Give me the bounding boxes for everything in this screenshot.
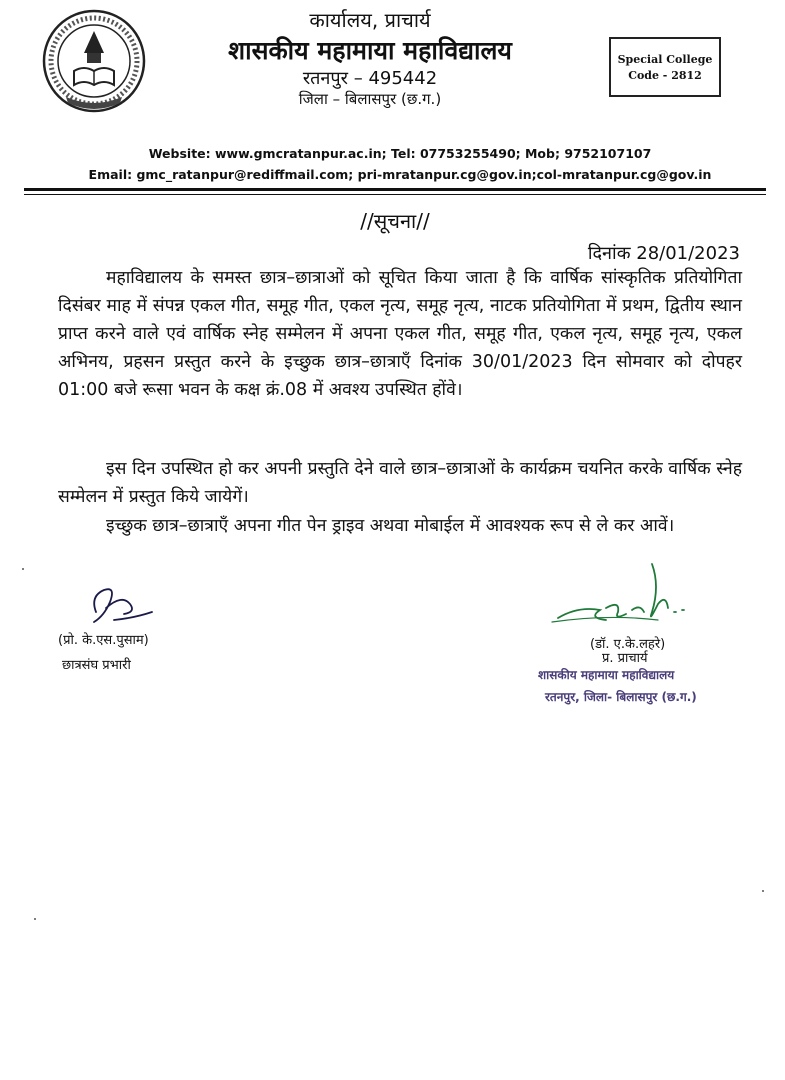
student-union-incharge-signature [86,582,156,630]
special-code-label: Special College [617,53,713,66]
principal-name: (डॉ. ए.के.लहरे) [590,637,666,652]
college-stamp-line-1: शासकीय महामाया महाविद्यालय [538,668,675,682]
contact-email: Email: gmc_ratanpur@rediffmail.com; pri-mratanpur.cg@gov.in;col-mratanpur.cg@gov.in [88,167,712,182]
special-code-value: Code - 2812 [628,69,702,82]
college-stamp-line-2: रतनपुर, जिला- बिलासपुर (छ.ग.) [545,690,697,704]
office-heading: कार्यालय, प्राचार्य [309,8,431,32]
left-signatory-name: (प्रो. के.एस.पुसाम) [58,633,149,648]
scan-speck [762,890,764,892]
header-divider-thin [24,194,766,195]
district-line: जिला – बिलासपुर (छ.ग.) [298,90,442,108]
college-name-heading: शासकीय महामाया महाविद्यालय [228,36,512,65]
special-college-code-box [609,37,721,97]
contact-website-phone: Website: www.gmcratanpur.ac.in; Tel: 07753255490; Mob; 9752107107 [148,146,652,161]
scan-speck [22,568,24,570]
header-divider-thick [24,188,766,191]
notice-date: दिनांक 28/01/2023 [587,243,740,264]
city-pin-line: रतनपुर – 495442 [302,68,438,89]
notice-paragraph-2: इस दिन उपस्थित हो कर अपनी प्रस्तुति देने वाले छात्र–छात्राओं के कार्यक्रम चयनित करके वार्षिक स्नेह सम्मेलन में प्रस्तुत किये जायेगें। [58,459,742,507]
college-emblem-logo [40,5,148,117]
left-signatory-role: छात्रसंघ प्रभारी [62,658,131,673]
notice-title: //सूचना// [360,209,430,233]
notice-paragraph-3: इच्छुक छात्र–छात्राएँ अपना गीत पेन ड्राइव अथवा मोबाईल में आवश्यक रूप से ले कर आवें। [106,516,675,536]
principal-title: प्र. प्राचार्य [602,651,648,666]
notice-paragraph-1: महाविद्यालय के समस्त छात्र–छात्राओं को सूचित किया जाता है कि वार्षिक सांस्कृतिक प्रतियोगिता दिसंबर माह में संपन्न एकल गीत, समूह गीत, एकल नृत्य, समूह नृत्य, नाटक प्रतियोगिता में प्रथम, द्वितीय स्थान प्राप्त करने वाले एवं वार्षिक स्नेह सम्मेलन में अपना एकल गीत, समूह गीत, एकल नृत्य, समूह नृत्य, एकल अभिनय, प्रहसन प्रस्तुत करने के इच्छुक छात्र–छात्राएँ दिनांक 30/01/2023 दिन सोमवार को दोपहर 01:00 बजे रूसा भवन के कक्ष क्रं.08 में अवश्य उपस्थित होंवे। [58,268,742,400]
scan-speck [34,918,36,920]
